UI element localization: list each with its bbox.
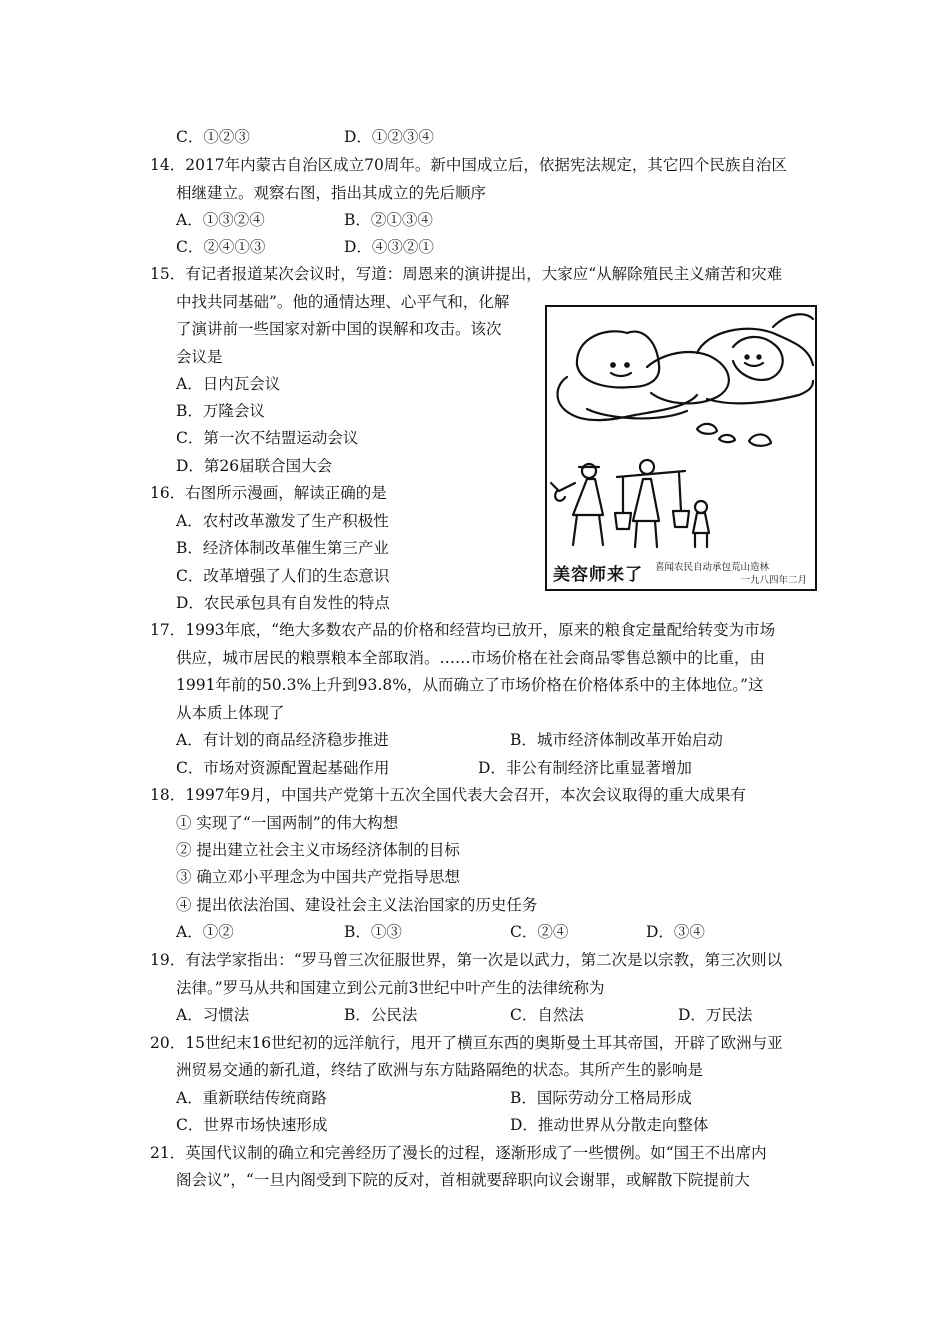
q15-stem-line3: 了演讲前一些国家对新中国的误解和攻击。该次 xyxy=(176,320,502,338)
q14-stem-line1: 14．2017年内蒙古自治区成立70周年。新中国成立后，依据宪法规定，其它四个民族自治区 xyxy=(150,156,787,174)
q16-option-b: B．经济体制改革催生第三产业 xyxy=(176,539,389,557)
q17-stem-line1: 17．1993年底，“绝大多数农产品的价格和经营均已放开，原来的粮食定量配给转变为市场 xyxy=(150,621,776,639)
q16-option-c: C．改革增强了人们的生态意识 xyxy=(176,567,390,585)
q17-stem-line2: 供应，城市居民的粮票粮本全部取消。……市场价格在社会商品零售总额中的比重，由 xyxy=(176,649,766,667)
cartoon-figure xyxy=(545,305,817,591)
q20-stem-line1: 20．15世纪末16世纪初的远洋航行，甩开了横亘东西的奥斯曼土耳其帝国，开辟了欧洲与亚 xyxy=(150,1034,783,1052)
cartoon-drawing xyxy=(547,307,815,589)
q16-option-d: D．农民承包具有自发性的特点 xyxy=(176,594,390,612)
q14-stem-line2: 相继建立。观察右图，指出其成立的先后顺序 xyxy=(176,184,487,202)
q17-option-c: C．市场对资源配置起基础作用 xyxy=(176,759,390,777)
q18-item-3: ③ 确立邓小平理念为中国共产党指导思想 xyxy=(176,868,460,886)
q19-option-c: C．自然法 xyxy=(510,1006,584,1024)
cartoon-note: 喜闻农民自动承包荒山造林 xyxy=(655,562,770,573)
q14-option-b: B．②①③④ xyxy=(344,211,433,229)
q14-option-c: C．②④①③ xyxy=(176,238,266,256)
q19-stem-line1: 19．有法学家指出：“罗马曾三次征服世界，第一次是以武力，第二次是以宗教，第三次则以 xyxy=(150,951,783,969)
q16-option-a: A．农村改革激发了生产积极性 xyxy=(176,512,389,530)
q18-option-c: C．②④ xyxy=(510,923,569,941)
q18-option-a: A．①② xyxy=(176,923,234,941)
q20-option-b: B．国际劳动分工格局形成 xyxy=(510,1089,692,1107)
q15-option-a: A．日内瓦会议 xyxy=(176,375,281,393)
q21-stem-line2: 阁会议”，“一旦内阁受到下院的反对，首相就要辞职向议会谢罪，或解散下院提前大 xyxy=(176,1171,750,1189)
q18-item-2: ② 提出建立社会主义市场经济体制的目标 xyxy=(176,841,460,859)
q18-stem: 18．1997年9月，中国共产党第十五次全国代表大会召开，本次会议取得的重大成果有 xyxy=(150,786,747,804)
q14-option-d: D．④③②① xyxy=(344,238,434,256)
q17-stem-line4: 从本质上体现了 xyxy=(176,704,285,722)
q13-option-c: C．①②③ xyxy=(176,128,250,146)
q15-stem-line2: 中找共同基础”。他的通情达理、心平气和，化解 xyxy=(176,293,510,311)
q18-option-b: B．①③ xyxy=(344,923,402,941)
q20-option-c: C．世界市场快速形成 xyxy=(176,1116,328,1134)
q20-stem-line2: 洲贸易交通的新孔道，终结了欧洲与东方陆路隔绝的状态。其所产生的影响是 xyxy=(176,1061,704,1079)
q15-option-d: D．第26届联合国大会 xyxy=(176,457,333,475)
q18-item-1: ① 实现了“一国两制”的伟大构想 xyxy=(176,814,399,832)
q13-option-d: D．①②③④ xyxy=(344,128,434,146)
cartoon-date: 一九八四年二月 xyxy=(740,575,807,586)
q16-stem: 16．右图所示漫画，解读正确的是 xyxy=(150,484,387,502)
q17-option-b: B．城市经济体制改革开始启动 xyxy=(510,731,723,749)
q19-option-b: B．公民法 xyxy=(344,1006,418,1024)
q18-option-d: D．③④ xyxy=(646,923,705,941)
q21-stem-line1: 21．英国代议制的确立和完善经历了漫长的过程，逐渐形成了一些惯例。如“国王不出席内 xyxy=(150,1144,767,1162)
q20-option-a: A．重新联结传统商路 xyxy=(176,1089,327,1107)
q15-option-b: B．万隆会议 xyxy=(176,402,265,420)
q19-option-a: A．习惯法 xyxy=(176,1006,250,1024)
q14-option-a: A．①③②④ xyxy=(176,211,265,229)
q17-option-d: D．非公有制经济比重显著增加 xyxy=(478,759,692,777)
q15-option-c: C．第一次不结盟运动会议 xyxy=(176,429,359,447)
q19-option-d: D．万民法 xyxy=(678,1006,753,1024)
cartoon-caption: 美容师来了 xyxy=(553,565,643,585)
q18-item-4: ④ 提出依法治国、建设社会主义法治国家的历史任务 xyxy=(176,896,538,914)
q19-stem-line2: 法律。”罗马从共和国建立到公元前3世纪中叶产生的法律统称为 xyxy=(176,979,605,997)
q15-stem-line1: 15．有记者报道某次会议时，写道：周恩来的演讲提出，大家应“从解除殖民主义痛苦和灾难 xyxy=(150,265,783,283)
q17-option-a: A．有计划的商品经济稳步推进 xyxy=(176,731,389,749)
q15-stem-line4: 会议是 xyxy=(176,348,223,366)
q20-option-d: D．推动世界从分散走向整体 xyxy=(510,1116,709,1134)
q17-stem-line3: 1991年前的50.3%上升到93.8%，从而确立了市场价格在价格体系中的主体地位。”这 xyxy=(176,676,764,694)
